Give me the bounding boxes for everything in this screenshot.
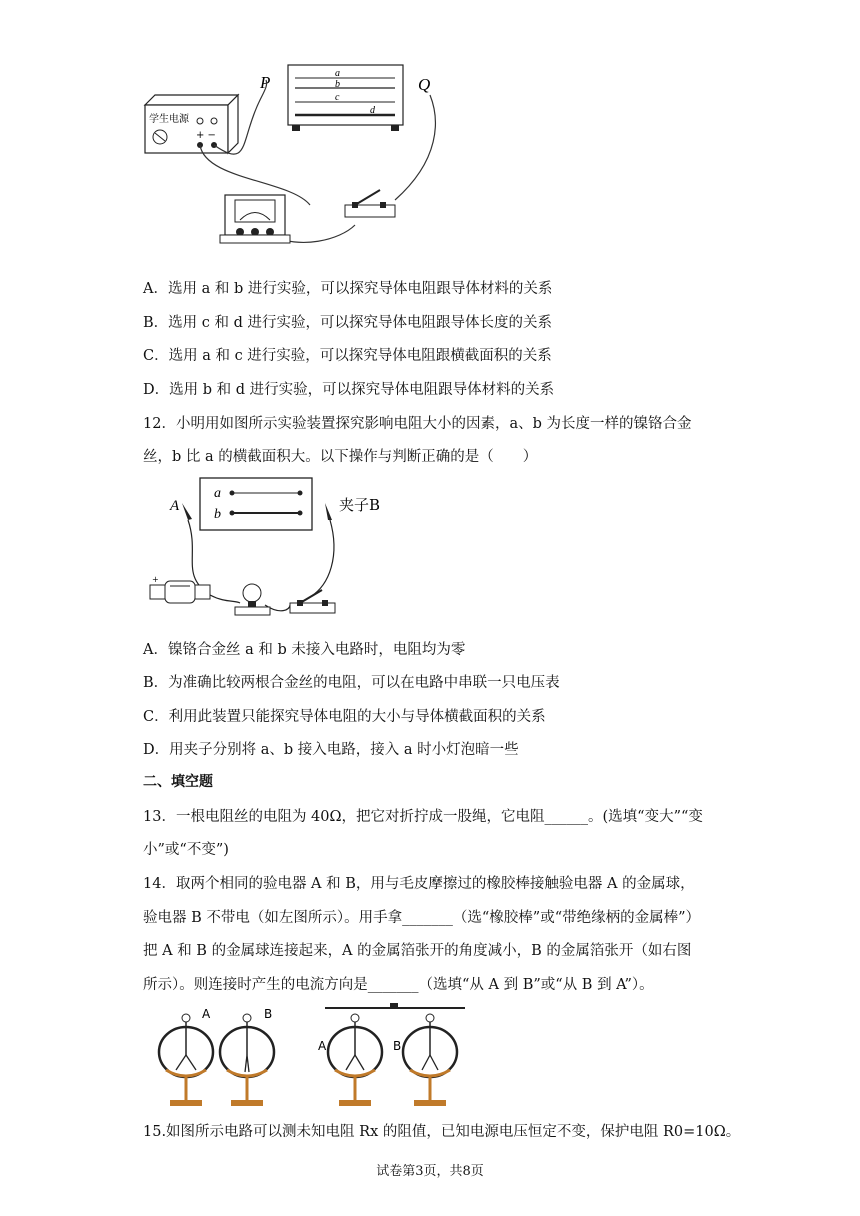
wire-label-c: c [335, 92, 340, 103]
q14-line3: 把 A 和 B 的金属球连接起来，A 的金属箔张开的角度减小，B 的金属箔张开（如右图 [143, 943, 692, 959]
q12-option-d: D．用夹子分别将 a、b 接入电路，接入 a 时小灯泡暗一些 [143, 742, 519, 758]
label-q: Q [418, 75, 431, 94]
q12-option-b: B．为准确比较两根合金丝的电阻，可以在电路中串联一只电压表 [143, 675, 560, 691]
q11-option-b: B．选用 c 和 d 进行实验，可以探究导体电阻跟导体长度的关系 [143, 315, 552, 331]
q13-line1: 13．一根电阻丝的电阻为 40Ω，把它对折拧成一股绳，它电阻______。(选填“变大”“变 [143, 809, 703, 825]
q13-line2: 小”或“不变”) [143, 842, 229, 858]
q14-line4: 所示）。则连接时产生的电流方向是_______（选填“从 A 到 B”或“从 B 到 A”）。 [143, 977, 654, 993]
fig3-label-b-left: B [264, 1007, 273, 1021]
q11-option-d: D．选用 b 和 d 进行实验，可以探究导体电阻跟导体材料的关系 [143, 382, 555, 398]
figure-resistance-apparatus [140, 60, 460, 260]
q11-option-c: C．选用 a 和 c 进行实验，可以探究导体电阻跟横截面积的关系 [143, 348, 552, 364]
fig2-label-A: A [170, 498, 180, 514]
q15-line1: 15.如图所示电路可以测未知电阻 Rx 的阻值，已知电源电压恒定不变，保护电阻 R0=10Ω。 [143, 1124, 741, 1140]
q14-line1: 14．取两个相同的验电器 A 和 B，用与毛皮摩擦过的橡胶棒接触验电器 A 的金属球， [143, 876, 695, 892]
fig3-label-a-right: A [318, 1039, 327, 1053]
figure-electroscopes [150, 1000, 480, 1115]
q11-option-a: A．选用 a 和 b 进行实验，可以探究导体电阻跟导体材料的关系 [143, 281, 553, 297]
wire-label-b: b [335, 79, 340, 90]
label-p: P [260, 73, 271, 92]
q12-stem-line1: 12．小明用如图所示实验装置探究影响电阻大小的因素，a、b 为长度一样的镍铬合金 [143, 416, 692, 432]
svg-text:+ −: + − [196, 130, 216, 141]
svg-text:+: + [152, 575, 159, 584]
fig2-label-clip-b: 夹子B [339, 496, 381, 514]
wire-label-d: d [370, 105, 375, 116]
q12-option-a: A．镍铬合金丝 a 和 b 未接入电路时，电阻均为零 [143, 642, 466, 658]
q12-option-c: C．利用此装置只能探究导体电阻的大小与导体横截面积的关系 [143, 709, 546, 725]
q12-stem-line2: 丝，b 比 a 的横截面积大。以下操作与判断正确的是（ ） [143, 449, 538, 465]
q14-line2: 验电器 B 不带电（如左图所示）。用手拿_______（选“橡胶棒”或“带绝缘柄的金属棒”） [143, 910, 701, 926]
fig3-label-b-right: B [393, 1039, 402, 1053]
fig2-label-b: b [214, 507, 221, 522]
page-footer: 试卷第3页，共8页 [376, 1164, 484, 1179]
wire-label-a: a [335, 68, 340, 79]
fig2-label-a: a [214, 486, 221, 501]
power-supply-label: 学生电源 [149, 114, 189, 125]
figure-nichrome-circuit [140, 475, 400, 625]
fig3-label-a-left: A [202, 1007, 211, 1021]
section-heading-fill-in: 二、填空题 [143, 774, 213, 790]
